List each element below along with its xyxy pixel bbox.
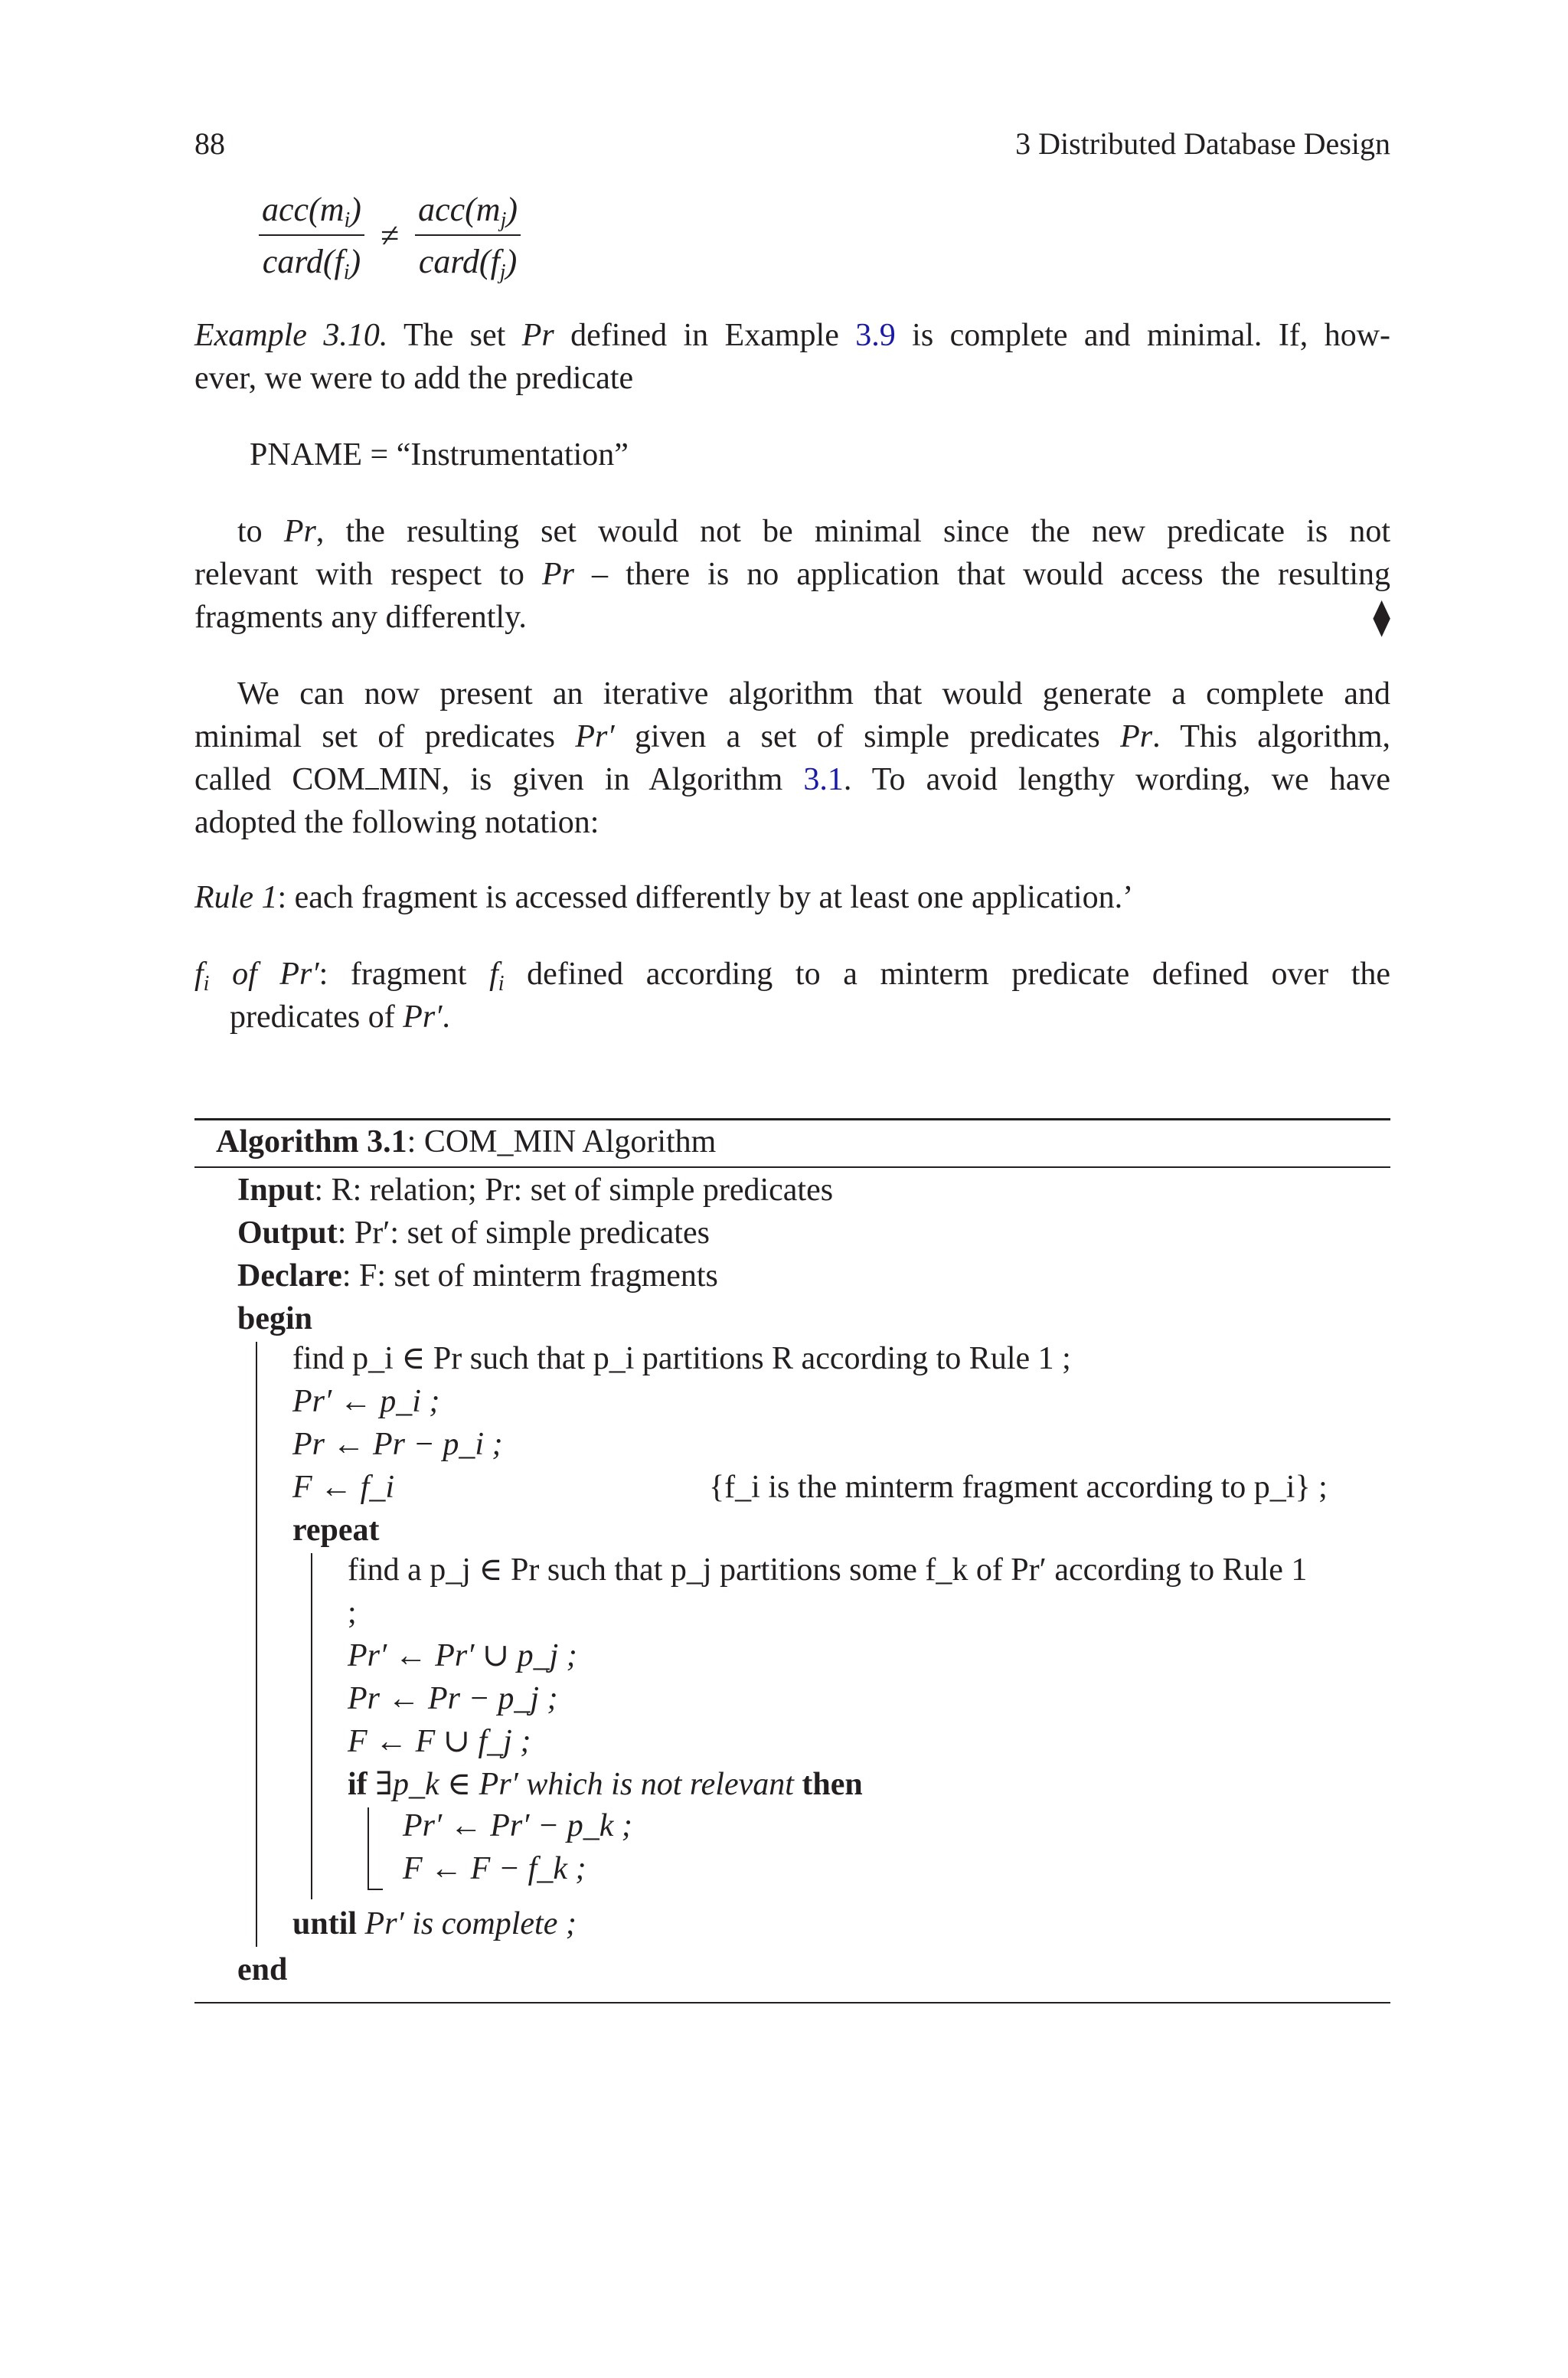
algorithm-bottom-rule (194, 2002, 1390, 2003)
inequality-formula (259, 188, 521, 283)
predicate-definition: PNAME = “Instrumentation” (250, 437, 629, 473)
then-remove-pk: Pr′ ← Pr′ − p_k ; (403, 1808, 632, 1843)
repeat-find-pj: find a p_j ∈ Pr such that p_j partitions some f_k of Pr′ according to Rule 1 (348, 1552, 1308, 1588)
repeat-remove-pj: Pr ← Pr − p_j ; (348, 1681, 558, 1716)
if-statement: if ∃p_k ∈ Pr′ which is not relevant then (348, 1767, 863, 1802)
end-of-example-diamond: ⧫ (1373, 597, 1390, 636)
para-line-4: adopted the following notation: (194, 805, 599, 840)
algorithm-declare: Declare: F: set of minterm fragments (237, 1258, 718, 1294)
example-line-1: Example 3.10. The set Pr defined in Example 3.9 is complete and minimal. If, how- (194, 318, 1391, 353)
repeat-find-pj-semicolon: ; (348, 1595, 357, 1631)
fraction-right: $\frac{acc(m_j)}{card(f_j)}$ (415, 188, 521, 283)
example-line-2: ever, we were to add the predicate (194, 361, 634, 396)
running-title: 3 Distributed Database Design (1015, 126, 1390, 161)
repeat-keyword: repeat (292, 1513, 380, 1548)
step-assign-f-comment: {f_i is the minterm fragment according to p_i} ; (709, 1470, 1328, 1505)
then-block-bar (368, 1807, 369, 1890)
para-line-3: called COM MIN, is given in Algorithm 3.1. To avoid lengthy wording, we have (194, 762, 1391, 797)
begin-block-bar (256, 1342, 257, 1947)
fi-definition-line-2: predicates of Pr′. (230, 999, 450, 1035)
algorithm-begin: begin (237, 1301, 313, 1336)
algorithm-3-1-link[interactable]: 3.1 (803, 762, 844, 797)
rule-1-definition: Rule 1: each fragment is accessed differently by at least one application.’ (194, 880, 1134, 915)
fi-definition-line-1: $f_i$ of Pr′: fragment $f_i$ defined according to a minterm predicate defined over the (194, 957, 1391, 996)
example-p2-line-3: fragments any differently. (194, 600, 527, 635)
step-find-pi: find p_i ∈ Pr such that p_i partitions R according to Rule 1 ; (292, 1341, 1071, 1376)
page-number: 88 (194, 126, 225, 161)
step-remove-pi: Pr ← Pr − p_i ; (292, 1427, 503, 1462)
example-p2-line-1: to Pr, the resulting set would not be minimal since the new predicate is not (237, 514, 1391, 549)
not-equal-sign: ≠ (380, 217, 400, 254)
example-p2-line-2: relevant with respect to Pr – there is no application that would access the resulting (194, 557, 1391, 592)
repeat-union-pr-prime: Pr′ ← Pr′ ∪ p_j ; (348, 1638, 577, 1673)
repeat-union-f: F ← F ∪ f_j ; (348, 1724, 531, 1759)
then-block-foot (368, 1889, 383, 1890)
algorithm-title-rule (194, 1166, 1390, 1168)
algorithm-title: Algorithm 3.1: COM_MIN Algorithm (216, 1124, 717, 1160)
algorithm-output: Output: Pr′: set of simple predicates (237, 1215, 710, 1251)
algorithm-end: end (237, 1952, 288, 1987)
repeat-block-bar (311, 1553, 312, 1899)
algorithm-input: Input: R: relation; Pr: set of simple predicates (237, 1173, 834, 1208)
para-line-1: We can now present an iterative algorithm that would generate a complete and (237, 676, 1390, 711)
until-statement: until Pr′ is complete ; (292, 1906, 577, 1941)
step-assign-f: F ← f_i (292, 1470, 394, 1505)
para-line-2: minimal set of predicates Pr′ given a set of simple predicates Pr. This algorithm, (194, 719, 1391, 754)
step-assign-pr-prime: Pr′ ← p_i ; (292, 1384, 440, 1419)
then-remove-fk: F ← F − f_k ; (403, 1851, 586, 1886)
fraction-left: $\frac{acc(m_i)}{card(f_i)}$ (259, 188, 364, 283)
example-3-9-link[interactable]: 3.9 (855, 318, 896, 353)
